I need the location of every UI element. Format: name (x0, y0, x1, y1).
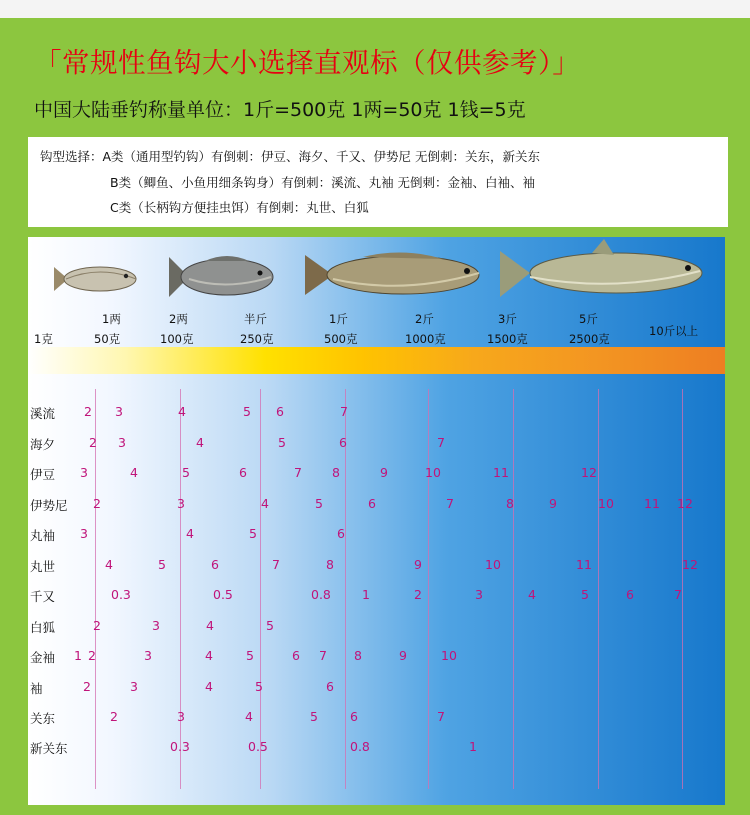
hook-size-value: 10 (598, 496, 614, 511)
hook-row-label: 白狐 (30, 620, 56, 635)
hook-size-value: 4 (528, 587, 536, 602)
hook-size-value: 5 (310, 709, 318, 724)
hook-size-value: 3 (130, 679, 138, 694)
hook-row-label: 关东 (30, 711, 56, 726)
hook-size-value: 3 (80, 526, 88, 541)
hook-size-value: 4 (196, 435, 204, 450)
weight-guide-line (260, 389, 261, 789)
hook-size-value: 0.5 (213, 587, 233, 602)
hook-size-value: 6 (211, 557, 219, 572)
hook-size-value: 6 (368, 496, 376, 511)
hook-size-value: 2 (83, 679, 91, 694)
hook-size-value: 0.3 (170, 739, 190, 754)
hook-size-value: 3 (80, 465, 88, 480)
weight-bottom-label: 1000克 (405, 332, 446, 346)
hook-size-value: 5 (581, 587, 589, 602)
hook-size-value: 2 (93, 496, 101, 511)
weight-guide-line (513, 389, 514, 789)
hook-size-value: 6 (292, 648, 300, 663)
hook-row-label: 丸袖 (30, 528, 56, 543)
hook-size-value: 8 (354, 648, 362, 663)
hook-size-value: 3 (144, 648, 152, 663)
hook-size-value: 3 (152, 618, 160, 633)
hook-size-value: 6 (339, 435, 347, 450)
weight-bottom-label: 1500克 (487, 332, 528, 346)
hook-size-value: 0.5 (248, 739, 268, 754)
hook-size-value: 10 (425, 465, 441, 480)
hook-size-value: 2 (84, 404, 92, 419)
hook-size-value: 5 (158, 557, 166, 572)
weight-top-label: 5斤 (579, 312, 598, 326)
hook-size-value: 5 (315, 496, 323, 511)
weight-top-label: 1斤 (329, 312, 348, 326)
hook-size-value: 1 (362, 587, 370, 602)
hook-size-value: 5 (246, 648, 254, 663)
large-fish-icon (303, 249, 491, 301)
weight-bottom-label: 500克 (324, 332, 358, 346)
hook-size-value: 7 (272, 557, 280, 572)
hook-size-value: 7 (674, 587, 682, 602)
hook-size-value: 4 (261, 496, 269, 511)
hook-size-value: 6 (239, 465, 247, 480)
hook-size-value: 3 (177, 709, 185, 724)
hook-size-value: 2 (414, 587, 422, 602)
hook-size-value: 11 (493, 465, 509, 480)
hook-size-value: 9 (549, 496, 557, 511)
weight-bottom-label: 2500克 (569, 332, 610, 346)
hook-size-value: 8 (332, 465, 340, 480)
hook-size-value: 6 (350, 709, 358, 724)
hook-row-label: 丸世 (30, 559, 56, 574)
hook-size-value: 6 (337, 526, 345, 541)
weight-top-label: 半斤 (244, 312, 267, 326)
hook-size-value: 6 (276, 404, 284, 419)
weight-gradient-bar (28, 347, 725, 374)
hook-size-value: 5 (182, 465, 190, 480)
hook-size-value: 4 (205, 679, 213, 694)
hook-row-label: 海夕 (30, 437, 56, 452)
hook-size-value: 12 (682, 557, 698, 572)
hook-size-value: 7 (446, 496, 454, 511)
hook-size-value: 0.8 (350, 739, 370, 754)
weight-unit-line: 中国大陆垂钓称量单位：1斤=500克 1两=50克 1钱=5克 (34, 99, 526, 121)
hook-size-value: 4 (205, 648, 213, 663)
hook-size-value: 7 (437, 435, 445, 450)
hook-row-label: 袖 (30, 681, 43, 696)
hook-type-a: 钩型选择：A类（通用型钓钩）有倒刺：伊豆、海夕、千又、伊势尼 无倒刺：关东，新关东 (40, 149, 541, 164)
hook-size-value: 11 (644, 496, 660, 511)
hook-size-value: 7 (340, 404, 348, 419)
hook-row-label: 溪流 (30, 406, 56, 421)
weight-bottom-label: 1克 (34, 332, 53, 346)
weight-guide-line (180, 389, 181, 789)
top-strip (0, 0, 750, 18)
hook-size-value: 2 (89, 435, 97, 450)
hook-size-value: 5 (278, 435, 286, 450)
hook-size-value: 2 (88, 648, 96, 663)
hook-size-value: 6 (326, 679, 334, 694)
small-fish-icon (50, 259, 142, 299)
weight-guide-line (682, 389, 683, 789)
weight-top-label: 2斤 (415, 312, 434, 326)
hook-size-value: 8 (506, 496, 514, 511)
hook-size-value: 9 (399, 648, 407, 663)
hook-size-value: 2 (93, 618, 101, 633)
weight-top-label: 10斤以上 (649, 324, 699, 338)
weight-guide-line (428, 389, 429, 789)
hook-size-value: 9 (380, 465, 388, 480)
hook-row-label: 千又 (30, 589, 56, 604)
hook-size-value: 4 (245, 709, 253, 724)
hook-size-value: 1 (74, 648, 82, 663)
hook-size-value: 8 (326, 557, 334, 572)
weight-bottom-label: 50克 (94, 332, 121, 346)
hook-size-value: 10 (441, 648, 457, 663)
hook-size-value: 5 (266, 618, 274, 633)
hook-size-value: 12 (581, 465, 597, 480)
hook-size-value: 5 (249, 526, 257, 541)
poster-title: 「常规性鱼钩大小选择直观标（仅供参考）」 (34, 47, 581, 79)
hook-size-value: 0.8 (311, 587, 331, 602)
hook-size-value: 7 (437, 709, 445, 724)
hook-size-value: 3 (177, 496, 185, 511)
hook-size-value: 9 (414, 557, 422, 572)
weight-bottom-label: 100克 (160, 332, 194, 346)
hook-size-value: 7 (319, 648, 327, 663)
hook-size-value: 6 (626, 587, 634, 602)
weight-top-label: 2两 (169, 312, 188, 326)
hook-size-value: 12 (677, 496, 693, 511)
hook-size-value: 4 (130, 465, 138, 480)
hook-size-value: 11 (576, 557, 592, 572)
hook-size-value: 4 (105, 557, 113, 572)
hook-type-b: B类（鲫鱼、小鱼用细条钩身）有倒刺：溪流、丸袖 无倒刺：金袖、白袖、袖 (110, 175, 536, 190)
hook-type-box (28, 137, 728, 227)
weight-guide-line (598, 389, 599, 789)
hook-size-value: 10 (485, 557, 501, 572)
grass-carp-icon (496, 237, 710, 307)
hook-size-value: 2 (110, 709, 118, 724)
hook-size-value: 4 (178, 404, 186, 419)
weight-top-label: 3斤 (498, 312, 517, 326)
hook-row-label: 新关东 (30, 741, 68, 756)
weight-bottom-label: 250克 (240, 332, 274, 346)
hook-size-value: 3 (475, 587, 483, 602)
hook-size-value: 7 (294, 465, 302, 480)
hook-size-value: 4 (206, 618, 214, 633)
hook-row-label: 金袖 (30, 650, 56, 665)
hook-size-value: 5 (243, 404, 251, 419)
hook-type-c: C类（长柄钩方便挂虫饵）有倒刺：丸世、白狐 (110, 200, 369, 215)
hook-size-value: 0.3 (111, 587, 131, 602)
hook-row-label: 伊豆 (30, 467, 56, 482)
hook-size-value: 3 (118, 435, 126, 450)
hook-size-value: 5 (255, 679, 263, 694)
size-chart (28, 237, 725, 805)
hook-size-value: 1 (469, 739, 477, 754)
weight-top-label: 1两 (102, 312, 121, 326)
hook-row-label: 伊势尼 (30, 498, 68, 513)
hook-size-value: 3 (115, 404, 123, 419)
hook-size-value: 4 (186, 526, 194, 541)
medium-fish-icon (165, 249, 277, 305)
